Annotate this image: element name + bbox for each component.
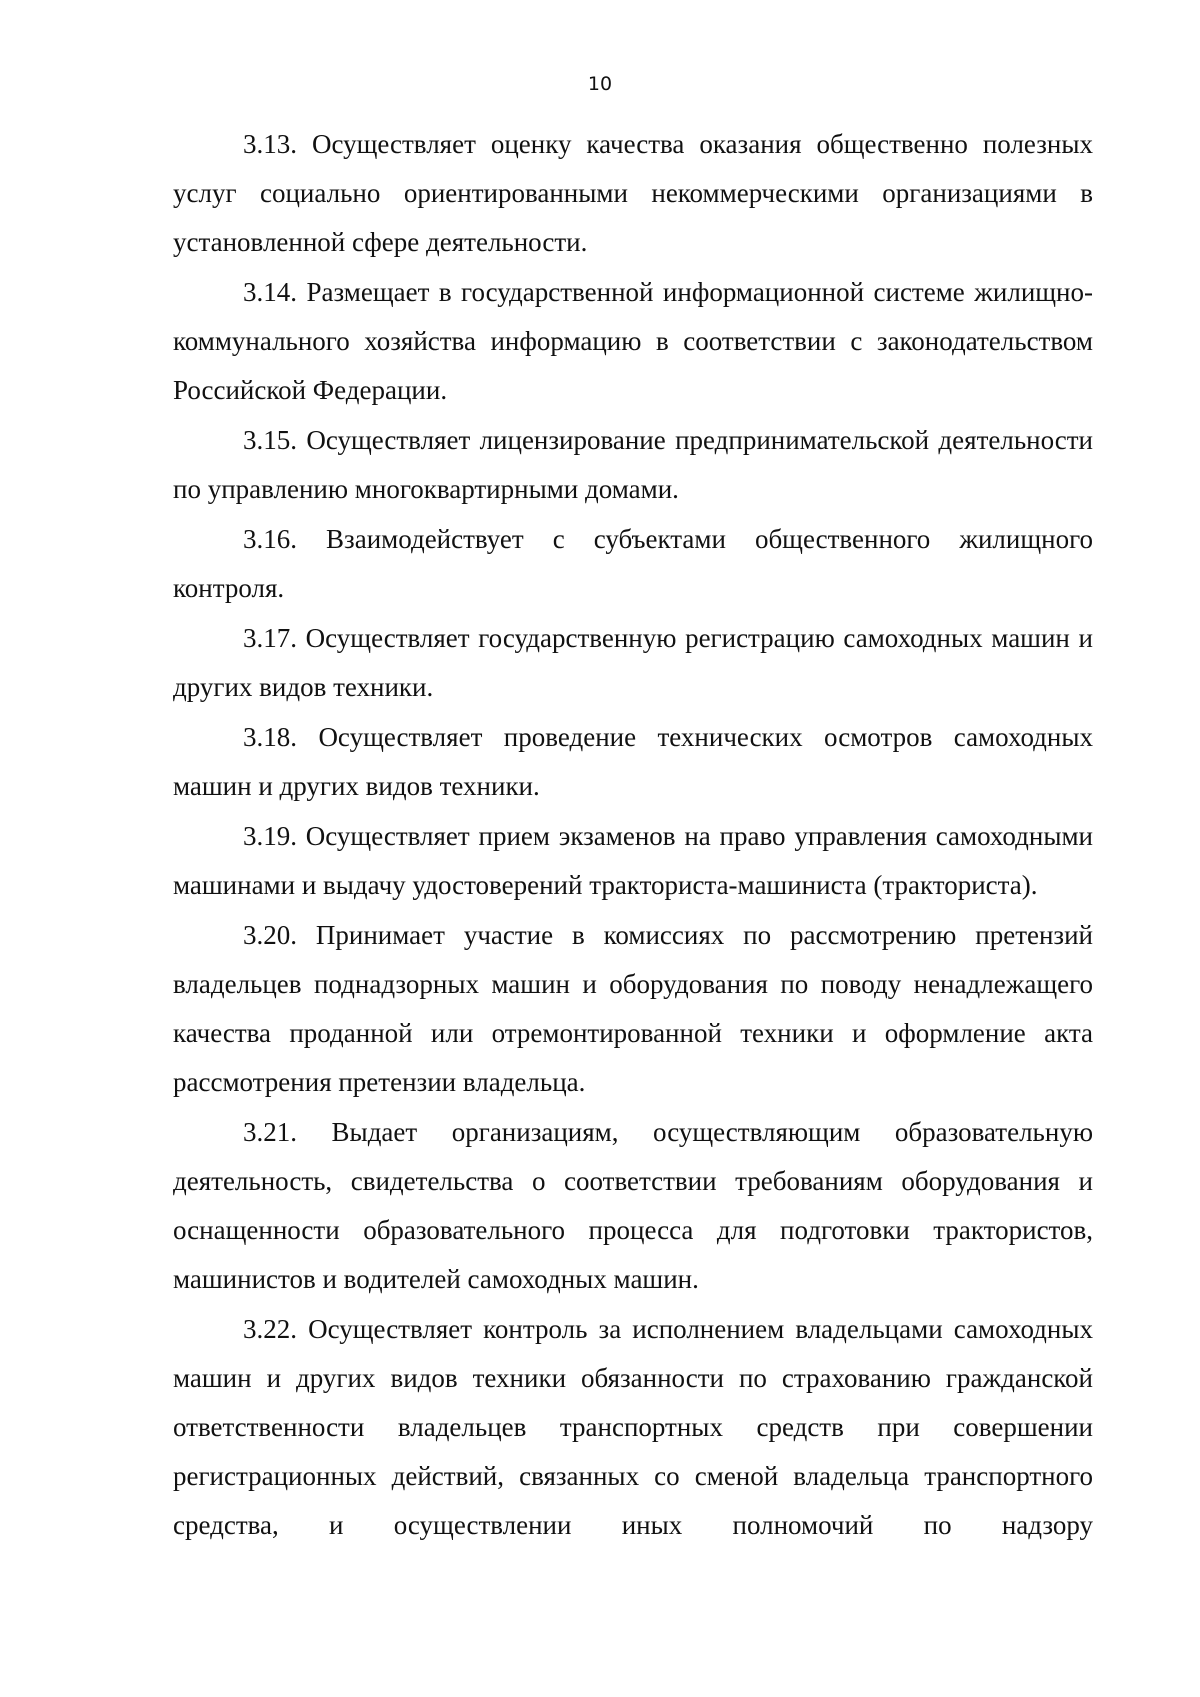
paragraph-3-21: 3.21. Выдает организациям, осуществляющим образовательную деятельность, свидетельства о соответствии требованиям оборудования и оснащенности образовательного процесса для подготовки трактористов, машинистов и водителей самоходных машин. [173, 1117, 1093, 1294]
page-number: 10 [587, 73, 613, 95]
paragraph-3-20: 3.20. Принимает участие в комиссиях по рассмотрению претензий владельцев поднадзорных машин и оборудования по поводу ненадлежащего качества проданной или отремонтированной техники и оформление акта рассмотрения претензии владельца. [173, 920, 1093, 1097]
paragraph-3-17: 3.17. Осуществляет государственную регистрацию самоходных машин и других видов техники. [173, 623, 1093, 702]
paragraph-3-13: 3.13. Осуществляет оценку качества оказания общественно полезных услуг социально ориентированными некоммерческими организациями в установленной сфере деятельности. [173, 129, 1093, 257]
paragraph-3-19: 3.19. Осуществляет прием экзаменов на право управления самоходными машинами и выдачу удостоверений тракториста-машиниста (тракториста). [173, 821, 1093, 900]
paragraph-3-16: 3.16. Взаимодействует с субъектами общественного жилищного контроля. [173, 524, 1093, 603]
paragraph-3-18: 3.18. Осуществляет проведение технических осмотров самоходных машин и других видов техники. [173, 722, 1093, 801]
paragraph-3-14: 3.14. Размещает в государственной информационной системе жилищно-коммунального хозяйства информацию в соответствии с законодательством Российской Федерации. [173, 277, 1093, 405]
document-body [173, 120, 1093, 1550]
paragraph-3-15: 3.15. Осуществляет лицензирование предпринимательской деятельности по управлению многоквартирными домами. [173, 425, 1093, 504]
paragraph-3-22: 3.22. Осуществляет контроль за исполнением владельцами самоходных машин и других видов техники обязанности по страхованию гражданской ответственности владельцев транспортных средств при совершении регистрационных действий, связанных со сменой владельца транспортного средства, и осуществлении иных полномочий по надзору [173, 1314, 1093, 1540]
